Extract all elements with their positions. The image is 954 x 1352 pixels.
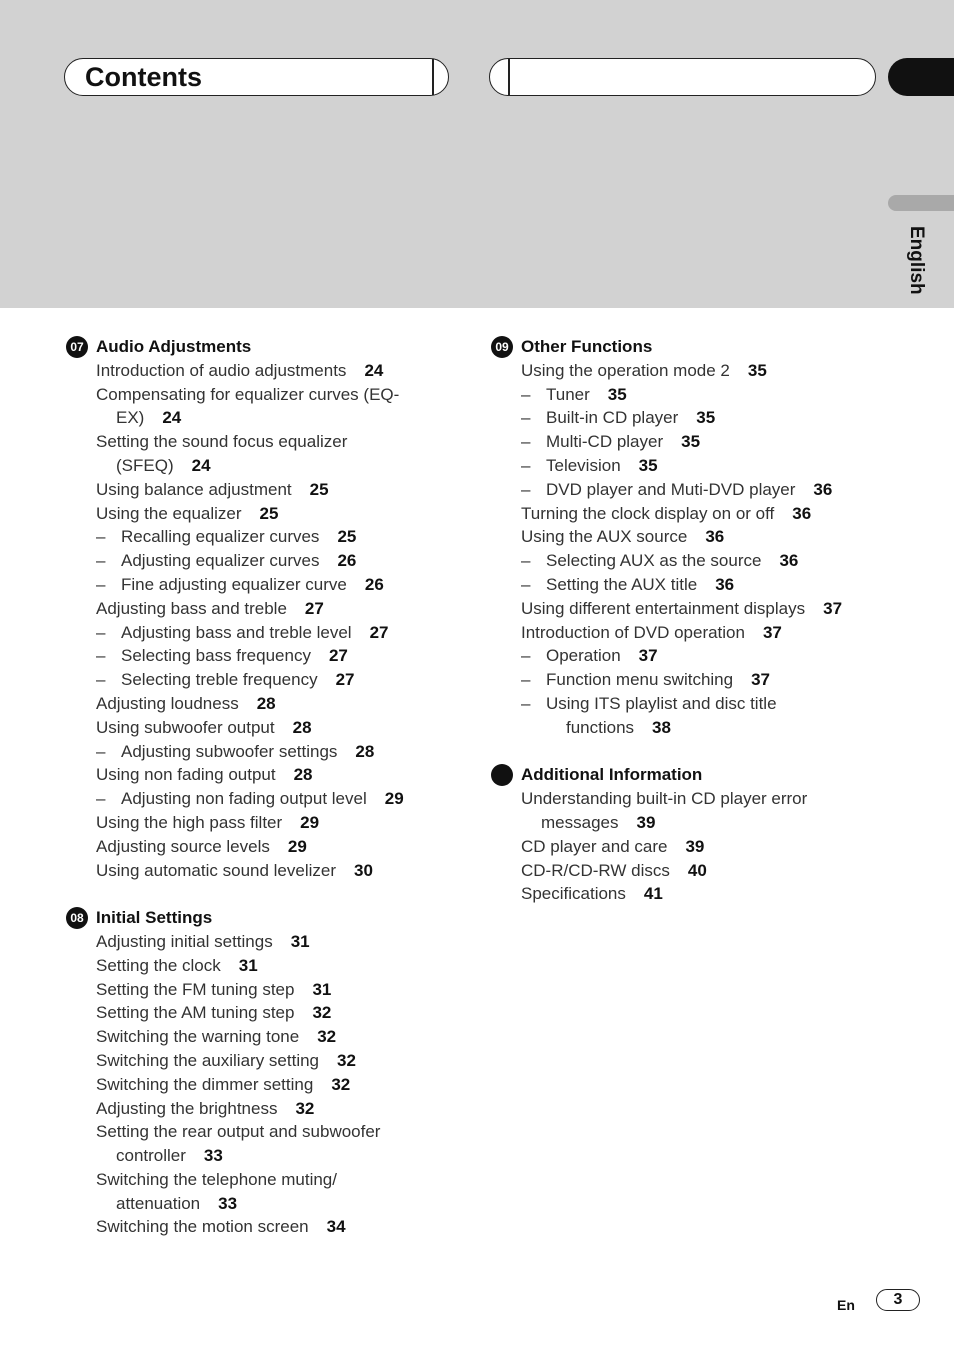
entry-label: CD player and care	[521, 836, 668, 856]
entry-label: Setting the FM tuning step	[96, 979, 295, 999]
toc-entry[interactable]	[491, 787, 911, 811]
toc-entry[interactable]	[66, 740, 466, 764]
toc-entry[interactable]	[66, 359, 466, 383]
toc-section	[491, 763, 911, 906]
entry-label: Setting the clock	[96, 955, 221, 975]
toc-entry[interactable]	[66, 644, 466, 668]
section-number-badge: 07	[66, 336, 88, 358]
entry-label: Specifications	[521, 884, 626, 904]
title-frame	[64, 58, 449, 96]
toc-entry[interactable]	[491, 692, 911, 716]
entry-label: Function menu switching	[546, 670, 734, 690]
toc-entry[interactable]	[66, 1001, 466, 1025]
entry-label: Built-in CD player	[546, 408, 679, 428]
page-number: 3	[876, 1289, 920, 1311]
entry-label: Switching the auxiliary setting	[96, 1050, 320, 1070]
sub-entry-dash: –	[521, 408, 531, 428]
section-number-badge: 09	[491, 336, 513, 358]
entry-label: messages	[541, 812, 619, 832]
entry-label: Adjusting initial settings	[96, 931, 273, 951]
toc-entry[interactable]	[66, 763, 466, 787]
toc-section	[66, 335, 466, 882]
toc-entry[interactable]	[491, 811, 911, 835]
toc-entry[interactable]	[491, 882, 911, 906]
language-label: English	[906, 226, 927, 295]
toc-entry[interactable]	[66, 549, 466, 573]
entry-page-number: 37	[762, 622, 782, 642]
toc-entry[interactable]	[66, 787, 466, 811]
entry-page-number: 35	[607, 384, 627, 404]
entry-label: Using ITS playlist and disc title	[546, 693, 777, 713]
entry-page-number: 27	[369, 622, 389, 642]
entry-label: Switching the telephone muting/	[96, 1169, 337, 1189]
entry-label: Turning the clock display on or off	[521, 503, 775, 523]
entry-label: CD-R/CD-RW discs	[521, 860, 670, 880]
entry-label: Using the operation mode 2	[521, 360, 730, 380]
section-title: Audio Adjustments	[96, 337, 252, 356]
sub-entry-dash: –	[96, 527, 106, 547]
section-title: Other Functions	[521, 337, 653, 356]
toc-entry[interactable]	[491, 549, 911, 573]
toc-entry[interactable]	[66, 716, 466, 740]
toc-entry[interactable]	[66, 954, 466, 978]
entry-page-number: 35	[638, 455, 658, 475]
toc-entry[interactable]	[491, 430, 911, 454]
toc-entry[interactable]	[66, 1120, 466, 1144]
entry-label: Adjusting subwoofer settings	[121, 741, 338, 761]
toc-section	[491, 335, 911, 740]
entry-page-number: 36	[705, 527, 725, 547]
toc-left-column	[66, 335, 466, 1263]
entry-page-number: 40	[687, 860, 707, 880]
entry-page-number: 32	[337, 1050, 356, 1070]
toc-entry[interactable]	[66, 692, 466, 716]
toc-entry[interactable]	[66, 525, 466, 549]
entry-label: Adjusting the brightness	[96, 1098, 278, 1118]
toc-entry[interactable]	[491, 478, 911, 502]
entry-page-number: 27	[304, 598, 324, 618]
entry-label: Adjusting bass and treble level	[121, 622, 352, 642]
entry-label: Switching the warning tone	[96, 1027, 300, 1047]
entry-label: Using the high pass filter	[96, 812, 283, 832]
entry-label: Fine adjusting equalizer curve	[121, 574, 347, 594]
entry-page-number: 32	[312, 1003, 332, 1023]
entry-page-number: 25	[309, 479, 329, 499]
entry-label: functions	[566, 717, 635, 737]
sub-entry-dash: –	[96, 574, 106, 594]
toc-entry[interactable]	[491, 597, 911, 621]
toc-entry[interactable]	[491, 644, 911, 668]
toc-entry[interactable]	[66, 1073, 466, 1097]
entry-page-number: 36	[792, 503, 812, 523]
entry-label: Setting the rear output and subwoofer	[96, 1122, 381, 1142]
entry-label: Understanding built-in CD player error	[521, 789, 808, 809]
sub-entry-dash: –	[521, 479, 531, 499]
entry-label: Setting the AM tuning step	[96, 1003, 295, 1023]
sub-entry-dash: –	[521, 384, 531, 404]
entry-label: Compensating for equalizer curves (EQ-	[96, 384, 400, 404]
toc-entry[interactable]	[66, 1144, 466, 1168]
entry-label: Using different entertainment displays	[521, 598, 806, 618]
entry-page-number: 32	[317, 1027, 337, 1047]
sub-entry-dash: –	[96, 551, 106, 571]
toc-entry[interactable]	[66, 835, 466, 859]
entry-label: Switching the motion screen	[96, 1217, 309, 1237]
toc-entry[interactable]	[66, 1215, 466, 1239]
entry-page-number: 41	[643, 884, 663, 904]
entry-label: Adjusting non fading output level	[121, 789, 367, 809]
toc-entry[interactable]	[66, 1025, 466, 1049]
toc-entry[interactable]	[491, 573, 911, 597]
toc-entry[interactable]	[66, 573, 466, 597]
entry-label: Using subwoofer output	[96, 717, 275, 737]
toc-entry[interactable]	[491, 359, 911, 383]
sub-entry-dash: –	[521, 432, 531, 452]
entry-page-number: 36	[779, 551, 799, 571]
entry-label: Recalling equalizer curves	[121, 527, 320, 547]
toc-entry[interactable]	[66, 430, 466, 454]
toc-entry[interactable]	[66, 406, 466, 430]
entry-label: Using the AUX source	[521, 527, 688, 547]
entry-label: Television	[546, 455, 621, 475]
entry-page-number: 28	[293, 765, 313, 785]
entry-label: Switching the dimmer setting	[96, 1074, 314, 1094]
entry-page-number: 32	[295, 1098, 315, 1118]
sub-entry-dash: –	[521, 551, 531, 571]
entry-label: Multi-CD player	[546, 432, 664, 452]
entry-page-number: 35	[747, 360, 767, 380]
sub-entry-dash: –	[521, 646, 531, 666]
toc-entry[interactable]	[66, 502, 466, 526]
toc-entry[interactable]	[491, 454, 911, 478]
entry-page-number: 26	[364, 574, 384, 594]
entry-label: Using balance adjustment	[96, 479, 292, 499]
section-heading[interactable]	[491, 763, 911, 787]
section-heading[interactable]	[66, 335, 466, 359]
entry-label: (SFEQ)	[116, 455, 174, 475]
entry-page-number: 29	[300, 812, 320, 832]
title-frame-divider	[432, 59, 434, 95]
toc-right-column	[491, 335, 911, 930]
toc-entry[interactable]	[66, 1049, 466, 1073]
entry-page-number: 37	[638, 646, 658, 666]
language-tab-marker	[888, 195, 954, 211]
entry-page-number: 27	[328, 646, 348, 666]
section-heading[interactable]	[66, 906, 466, 930]
entry-page-number: 39	[636, 812, 656, 832]
entry-label: Setting the sound focus equalizer	[96, 432, 348, 452]
toc-entry[interactable]	[66, 811, 466, 835]
entry-page-number: 36	[715, 574, 735, 594]
entry-page-number: 32	[331, 1074, 351, 1094]
entry-label: Adjusting equalizer curves	[121, 551, 320, 571]
entry-label: Using the equalizer	[96, 503, 242, 523]
toc-entry[interactable]	[66, 478, 466, 502]
entry-page-number: 24	[162, 408, 182, 428]
entry-label: Adjusting source levels	[96, 836, 270, 856]
toc-entry[interactable]	[491, 406, 911, 430]
toc-section	[66, 906, 466, 1239]
entry-label: Using non fading output	[96, 765, 276, 785]
sub-entry-dash: –	[521, 455, 531, 475]
sub-entry-dash: –	[96, 646, 106, 666]
toc-entry[interactable]	[491, 502, 911, 526]
entry-page-number: 36	[813, 479, 833, 499]
entry-label: Adjusting bass and treble	[96, 598, 287, 618]
toc-entry[interactable]	[66, 859, 466, 883]
entry-label: Adjusting loudness	[96, 693, 239, 713]
entry-label: attenuation	[116, 1193, 201, 1213]
entry-page-number: 38	[652, 717, 671, 737]
entry-page-number: 24	[364, 360, 384, 380]
entry-label: Selecting AUX as the source	[546, 551, 762, 571]
section-title: Initial Settings	[96, 908, 213, 928]
entry-page-number: 39	[685, 836, 705, 856]
entry-page-number: 33	[203, 1146, 223, 1166]
entry-label: DVD player and Muti-DVD player	[546, 479, 796, 499]
entry-label: Introduction of DVD operation	[521, 622, 745, 642]
entry-label: Tuner	[546, 384, 590, 404]
entry-label: Setting the AUX title	[546, 574, 698, 594]
blank-frame	[489, 58, 876, 96]
sub-entry-dash: –	[96, 622, 106, 642]
toc-entry[interactable]	[66, 1097, 466, 1121]
toc-entry[interactable]	[491, 621, 911, 645]
toc-entry[interactable]	[66, 621, 466, 645]
entry-label: Using automatic sound levelizer	[96, 860, 337, 880]
entry-page-number: 28	[355, 741, 375, 761]
entry-page-number: 31	[312, 979, 332, 999]
entry-page-number: 31	[238, 955, 258, 975]
toc-entry[interactable]	[66, 930, 466, 954]
entry-page-number: 29	[287, 836, 307, 856]
toc-entry[interactable]	[66, 1192, 466, 1216]
toc-entry[interactable]	[66, 978, 466, 1002]
toc-entry[interactable]	[66, 383, 466, 407]
entry-page-number: 24	[191, 455, 211, 475]
toc-entry[interactable]	[491, 525, 911, 549]
sub-entry-dash: –	[96, 741, 106, 761]
sub-entry-dash: –	[521, 693, 531, 713]
toc-entry[interactable]	[491, 859, 911, 883]
entry-page-number: 25	[259, 503, 279, 523]
toc-entry[interactable]	[491, 716, 911, 740]
entry-page-number: 29	[384, 789, 404, 809]
entry-page-number: 35	[696, 408, 716, 428]
toc-entry[interactable]	[66, 1168, 466, 1192]
entry-label: EX)	[116, 408, 145, 428]
footer-language-code: En	[837, 1297, 855, 1313]
toc-entry[interactable]	[66, 597, 466, 621]
entry-page-number: 28	[256, 693, 276, 713]
entry-page-number: 35	[681, 432, 701, 452]
entry-label: Selecting bass frequency	[121, 646, 311, 666]
entry-label: Selecting treble frequency	[121, 670, 318, 690]
toc-entry[interactable]	[66, 454, 466, 478]
entry-page-number: 34	[326, 1217, 346, 1237]
toc-entry[interactable]	[491, 383, 911, 407]
toc-entry[interactable]	[66, 668, 466, 692]
header-band	[0, 0, 954, 308]
entry-page-number: 30	[354, 860, 373, 880]
page-title: Contents	[85, 62, 202, 92]
section-number-badge	[491, 764, 513, 786]
entry-page-number: 33	[218, 1193, 238, 1213]
entry-label: controller	[116, 1146, 186, 1166]
section-heading[interactable]	[491, 335, 911, 359]
entry-page-number: 28	[292, 717, 312, 737]
sub-entry-dash: –	[96, 789, 106, 809]
sub-entry-dash: –	[96, 670, 106, 690]
entry-page-number: 26	[337, 551, 357, 571]
entry-page-number: 37	[751, 670, 771, 690]
entry-label: Operation	[546, 646, 621, 666]
sub-entry-dash: –	[521, 574, 531, 594]
section-tab-marker	[888, 58, 954, 96]
sub-entry-dash: –	[521, 670, 531, 690]
toc-entry[interactable]	[491, 835, 911, 859]
entry-page-number: 27	[335, 670, 355, 690]
section-number-badge: 08	[66, 907, 88, 929]
blank-frame-divider	[508, 59, 510, 95]
entry-page-number: 25	[337, 527, 357, 547]
toc-entry[interactable]	[491, 668, 911, 692]
section-title: Additional Information	[521, 765, 703, 785]
entry-label: Introduction of audio adjustments	[96, 360, 347, 380]
entry-page-number: 37	[823, 598, 843, 618]
entry-page-number: 31	[290, 931, 310, 951]
